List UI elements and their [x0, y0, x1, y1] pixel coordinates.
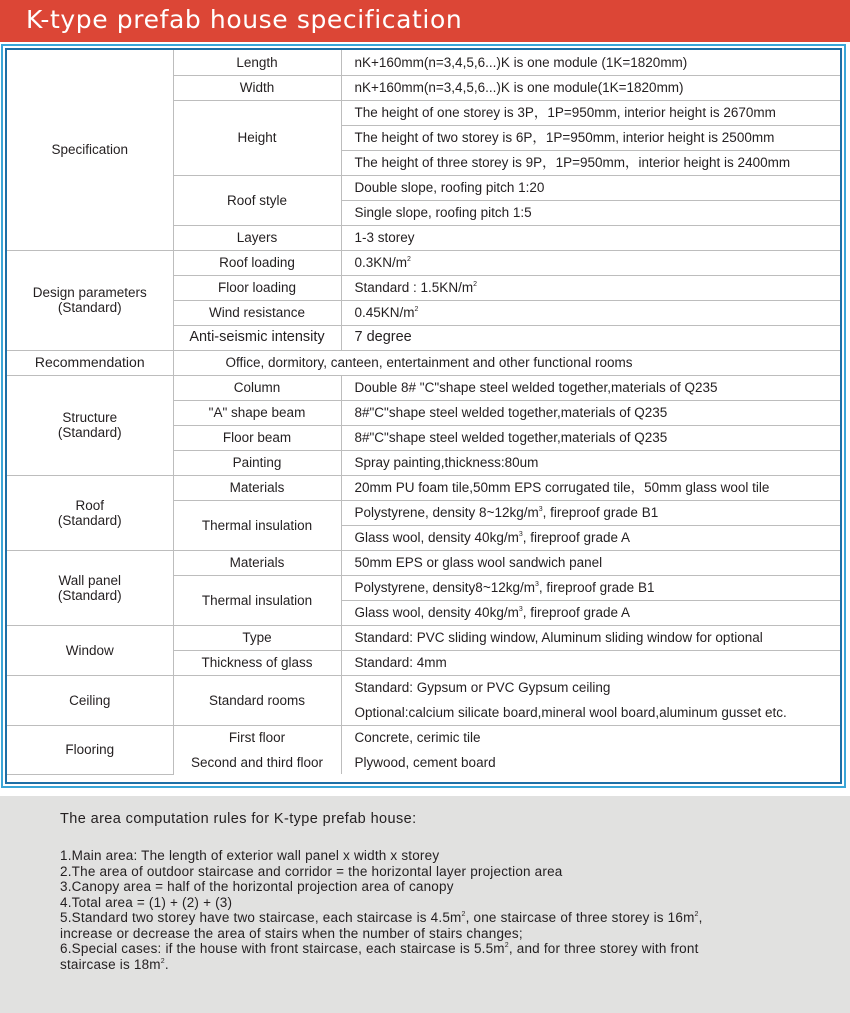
category-label: Design parameters: [32, 285, 147, 300]
row-label: Roof loading: [173, 250, 341, 275]
category-sublabel: (Standard): [57, 512, 122, 528]
row-label: Materials: [173, 475, 341, 500]
page-title: K-type prefab house specification: [26, 5, 463, 34]
value-text: , fireproof grade B1: [542, 505, 659, 520]
row-value: nK+160mm(n=3,4,5,6...)K is one module(1K=1820mm): [341, 75, 840, 100]
category-design-parameters: [7, 250, 173, 350]
row-label: Thermal insulation: [173, 575, 341, 625]
row-label: Thickness of glass: [173, 650, 341, 675]
rule-text: 6.Special cases: if the house with front staircase, each staircase is 5.5m: [60, 941, 505, 956]
row-value: [341, 500, 840, 525]
row-value: Standard: PVC sliding window, Aluminum sliding window for optional: [341, 625, 840, 650]
row-value: 1-3 storey: [341, 225, 840, 250]
table-row: [7, 675, 840, 700]
rule-text: , and for three storey with front: [508, 941, 699, 956]
value-text: , fireproof grade B1: [538, 580, 655, 595]
category-wall-panel: [7, 550, 173, 625]
superscript: 2: [694, 911, 699, 918]
value-text: , fireproof grade A: [522, 605, 631, 620]
rule-item: 1.Main area: The length of exterior wall panel x width x storey: [60, 848, 440, 863]
table-row: [7, 725, 840, 750]
row-label: Width: [173, 75, 341, 100]
row-value: 7 degree: [341, 325, 840, 350]
row-value: 20mm PU foam tile,50mm EPS corrugated tile，50mm glass wool tile: [341, 475, 840, 500]
table-row: [7, 250, 840, 275]
category-recommendation: Recommendation: [7, 350, 173, 375]
row-label: Anti-seismic intensity: [173, 325, 341, 350]
row-label: Standard rooms: [173, 675, 341, 725]
row-label: Height: [173, 100, 341, 175]
row-label: "A" shape beam: [173, 400, 341, 425]
value-text: 0.45KN/m: [354, 305, 415, 320]
category-ceiling: Ceiling: [7, 675, 173, 725]
table-row: [7, 550, 840, 575]
category-sublabel: (Standard): [57, 300, 122, 315]
row-label: Type: [173, 625, 341, 650]
area-rules-title: The area computation rules for K-type prefab house:: [60, 811, 417, 827]
row-value: Optional:calcium silicate board,mineral wool board,aluminum gusset etc.: [341, 700, 840, 725]
superscript: 2: [473, 281, 477, 288]
rule-item: [60, 941, 703, 957]
rule-item: increase or decrease the area of stairs when the number of stairs changes;: [60, 925, 523, 941]
row-value: 8#"C"shape steel welded together,materials of Q235: [341, 400, 840, 425]
row-value: 8#"C"shape steel welded together,materials of Q235: [341, 425, 840, 450]
row-value: The height of two storey is 6P，1P=950mm, interior height is 2500mm: [341, 125, 840, 150]
value-text: Glass wool, density 40kg/m: [354, 530, 519, 545]
category-sublabel: (Standard): [57, 587, 122, 603]
value-text: Polystyrene, density 8~12kg/m: [354, 505, 539, 520]
value-text: Glass wool, density 40kg/m: [354, 605, 519, 620]
row-label: First floor: [173, 725, 341, 750]
row-value: The height of three storey is 9P，1P=950mm，interior height is 2400mm: [341, 150, 840, 175]
recommendation-value: Office, dormitory, canteen, entertainment and other functional rooms: [173, 350, 840, 375]
rule-text: , one staircase of three storey is 16m: [465, 910, 695, 925]
table-row-recommendation: [7, 350, 840, 375]
category-roof: [7, 475, 173, 550]
superscript: 3: [518, 606, 523, 613]
row-value: [341, 600, 840, 625]
rule-item: 4.Total area = (1) + (2) + (3): [60, 894, 233, 910]
row-label: Wind resistance: [173, 300, 341, 325]
superscript: 3: [534, 581, 539, 588]
title-bar: [0, 0, 850, 42]
table-row: [7, 50, 840, 75]
category-sublabel: (Standard): [57, 425, 122, 440]
row-label: Layers: [173, 225, 341, 250]
superscript: 3: [518, 531, 523, 538]
row-label: Column: [173, 375, 341, 400]
row-value: [341, 275, 840, 300]
row-label: Floor beam: [173, 425, 341, 450]
row-value: [341, 250, 840, 275]
rule-item: 3.Canopy area = half of the horizontal projection area of canopy: [60, 879, 454, 894]
superscript: 2: [461, 911, 466, 918]
row-value: nK+160mm(n=3,4,5,6...)K is one module (1K=1820mm): [341, 50, 840, 75]
row-value: Single slope, roofing pitch 1:5: [341, 200, 840, 225]
spec-table: [7, 50, 840, 775]
rule-item: [60, 910, 703, 926]
row-value: Standard: Gypsum or PVC Gypsum ceiling: [341, 675, 840, 700]
table-row: [7, 625, 840, 650]
superscript: 3: [538, 506, 543, 513]
category-label: Roof: [75, 497, 105, 513]
row-value: [341, 300, 840, 325]
row-value: Standard: 4mm: [341, 650, 840, 675]
value-text: , fireproof grade A: [522, 530, 631, 545]
superscript: 2: [414, 306, 419, 313]
row-label: Materials: [173, 550, 341, 575]
row-value: Spray painting,thickness:80um: [341, 450, 840, 475]
row-label: Roof style: [173, 175, 341, 225]
row-value: Concrete, cerimic tile: [341, 725, 840, 750]
row-value: Plywood, cement board: [341, 750, 840, 774]
category-label: Wall panel: [58, 572, 122, 588]
row-value: 50mm EPS or glass wool sandwich panel: [341, 550, 840, 575]
row-label: Painting: [173, 450, 341, 475]
area-rules-section: [0, 796, 850, 1013]
rule-text: 5.Standard two storey have two staircase, each staircase is 4.5m: [60, 910, 462, 925]
rule-item: 2.The area of outdoor staircase and corridor = the horizontal layer projection area: [60, 863, 563, 879]
value-text: Standard : 1.5KN/m: [354, 280, 474, 295]
category-structure: [7, 375, 173, 475]
superscript: 2: [160, 957, 165, 965]
category-window: Window: [7, 625, 173, 675]
category-label: Structure: [62, 410, 118, 425]
value-text: 0.3KN/m: [354, 255, 408, 270]
superscript: 2: [407, 256, 411, 263]
rule-item: [60, 957, 703, 973]
category-specification: Specification: [7, 50, 173, 250]
rule-text: ,: [698, 910, 703, 925]
row-label: Second and third floor: [173, 750, 341, 774]
rule-text: staircase is 18m: [60, 956, 161, 972]
table-row: [7, 475, 840, 500]
row-value: [341, 575, 840, 600]
row-label: Thermal insulation: [173, 500, 341, 550]
value-text: Polystyrene, density8~12kg/m: [354, 580, 535, 595]
category-flooring: Flooring: [7, 725, 173, 774]
area-rules-list: [60, 848, 703, 972]
rule-text: .: [164, 956, 169, 972]
row-value: The height of one storey is 3P，1P=950mm, interior height is 2670mm: [341, 100, 840, 125]
row-value: Double slope, roofing pitch 1:20: [341, 175, 840, 200]
row-label: Floor loading: [173, 275, 341, 300]
table-row: [7, 375, 840, 400]
row-value: [341, 525, 840, 550]
row-label: Length: [173, 50, 341, 75]
row-value: Double 8# "C"shape steel welded together,materials of Q235: [341, 375, 840, 400]
superscript: 2: [504, 942, 509, 949]
